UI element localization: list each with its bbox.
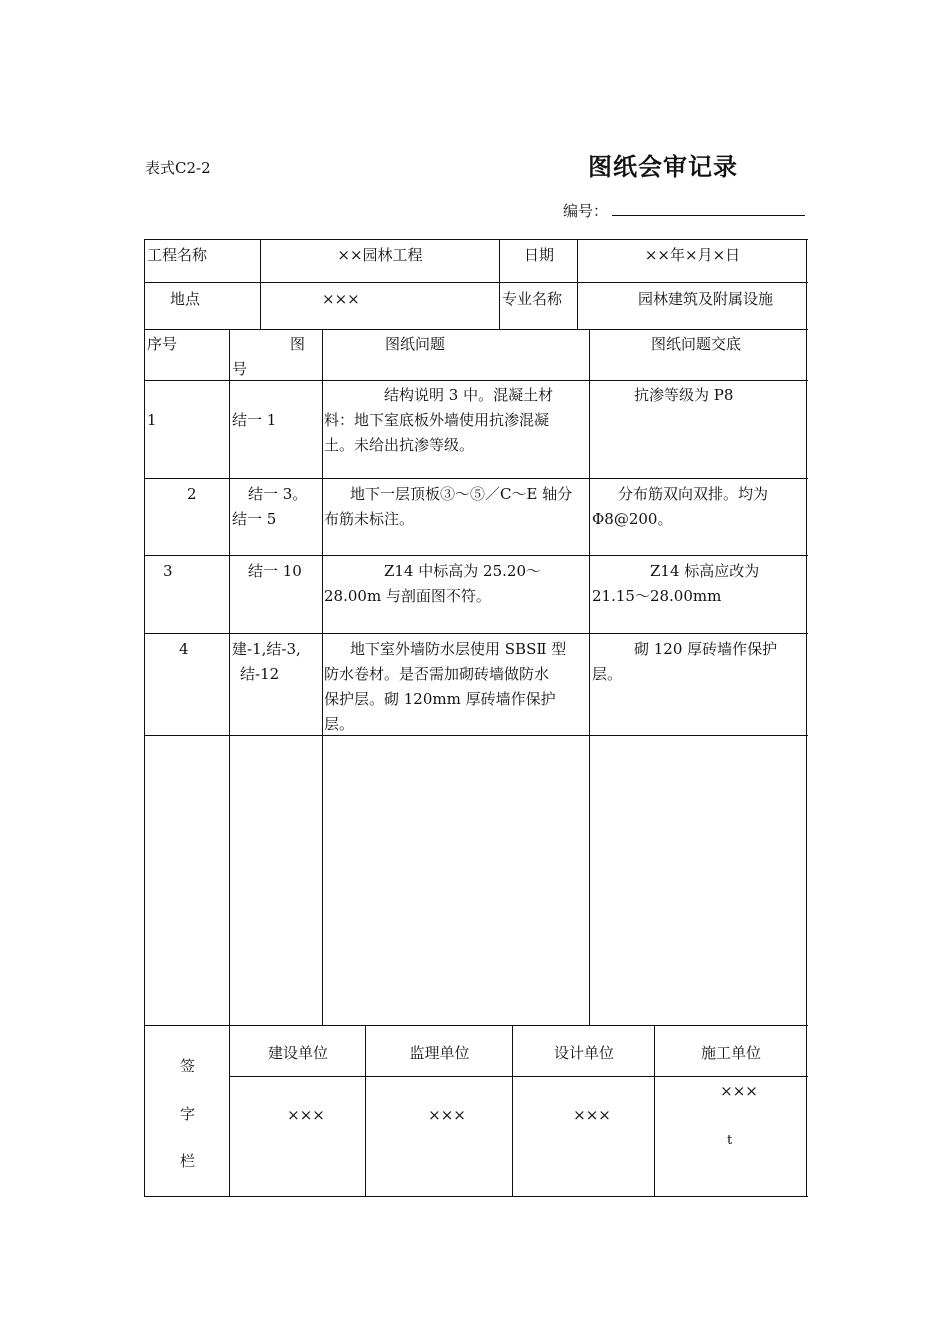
- row-resolution: Φ8@200。: [592, 510, 673, 528]
- row-resolution: 抗渗等级为 P8: [634, 386, 734, 404]
- row-drawing: 建-1,结-3,: [232, 640, 301, 658]
- row-problem: 土。未给出抗渗等级。: [324, 436, 475, 454]
- signature-label: 栏: [180, 1152, 196, 1170]
- row-problem: 布筋未标注。: [324, 510, 415, 528]
- document-title: 图纸会审记录: [588, 153, 738, 181]
- form-code: 表式C2-2: [145, 159, 211, 177]
- row-drawing: 结-12: [240, 665, 280, 683]
- unit-designer-signature[interactable]: ×××: [573, 1106, 611, 1124]
- row-problem: 地下室外墙防水层使用 SBSⅡ 型: [350, 640, 567, 658]
- row-problem: 地下一层顶板③～⑤／C～E 轴分: [350, 485, 573, 503]
- date-value[interactable]: ××年×月×日: [644, 246, 741, 264]
- row-seq: 3: [163, 562, 173, 580]
- row-problem: 保护层。砌 120mm 厚砖墙作保护: [324, 690, 556, 708]
- signature-label: 签: [180, 1057, 196, 1075]
- row-resolution: 层。: [592, 665, 623, 683]
- location-label: 地点: [170, 290, 201, 308]
- column-problem: 图纸问题: [385, 335, 446, 353]
- row-resolution: Z14 标高应改为: [650, 562, 760, 580]
- column-resolution: 图纸问题交底: [651, 335, 742, 353]
- project-name-value[interactable]: ××园林工程: [337, 246, 423, 264]
- row-problem: 结构说明 3 中。混凝土材: [384, 386, 554, 404]
- row-problem: 层。: [324, 715, 355, 733]
- row-resolution: 砌 120 厚砖墙作保护: [634, 640, 778, 658]
- unit-contractor-label: 施工单位: [700, 1044, 761, 1062]
- row-problem: 料：地下室底板外墙使用抗渗混凝: [324, 411, 550, 429]
- specialty-value[interactable]: 园林建筑及附属设施: [638, 290, 774, 308]
- project-name-label: 工程名称: [147, 246, 208, 264]
- row-seq: 4: [179, 640, 189, 658]
- unit-designer-label: 设计单位: [553, 1044, 614, 1062]
- unit-owner-label: 建设单位: [267, 1044, 328, 1062]
- row-drawing: 结一 1: [232, 411, 277, 429]
- serial-number-field[interactable]: [612, 215, 805, 216]
- column-drawing-number: 图: [290, 335, 306, 353]
- serial-number-label: 编号：: [563, 202, 609, 220]
- location-value[interactable]: ×××: [322, 290, 360, 308]
- empty-row[interactable]: [146, 737, 806, 1025]
- row-drawing: 结一 3。: [248, 485, 308, 503]
- row-problem: 防水卷材。是否需加砌砖墙做防水: [324, 665, 550, 683]
- date-label: 日期: [523, 246, 554, 264]
- row-drawing: 结一 5: [232, 510, 277, 528]
- unit-contractor-signature[interactable]: ×××: [720, 1082, 758, 1100]
- row-seq: 1: [147, 411, 157, 429]
- row-drawing: 结一 10: [248, 562, 302, 580]
- unit-owner-signature[interactable]: ×××: [287, 1106, 325, 1124]
- row-problem: Z14 中标高为 25.20～: [384, 562, 541, 580]
- column-drawing-number-2: 号: [232, 360, 248, 378]
- unit-contractor-note: t: [727, 1133, 733, 1148]
- column-seq: 序号: [147, 335, 178, 353]
- row-problem: 28.00m 与剖面图不符。: [324, 587, 491, 605]
- signature-label: 字: [180, 1105, 196, 1123]
- unit-supervisor-signature[interactable]: ×××: [428, 1106, 466, 1124]
- row-resolution: 分布筋双向双排。均为: [618, 485, 769, 503]
- row-seq: 2: [187, 485, 197, 503]
- unit-supervisor-label: 监理单位: [409, 1044, 470, 1062]
- specialty-label: 专业名称: [502, 290, 563, 308]
- row-resolution: 21.15～28.00mm: [592, 587, 722, 605]
